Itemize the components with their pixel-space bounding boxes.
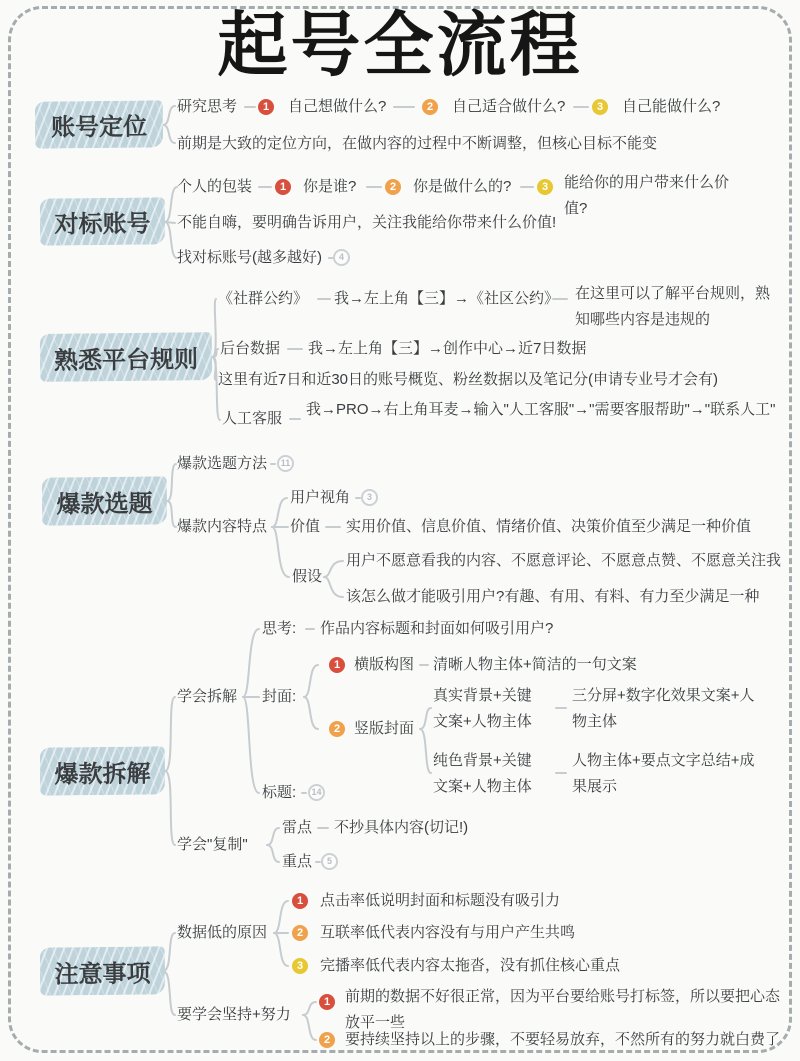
- badge-2-icon: 2: [319, 1032, 335, 1048]
- node-user-value: 能给你的用户带来什么价值?: [564, 174, 730, 217]
- badge-3-icon: 3: [292, 958, 308, 974]
- node-triple-screen: 三分屏+数字化效果文案+人物主体: [572, 687, 755, 730]
- page-title: 起号全流程: [217, 6, 583, 84]
- badge-1-icon: 1: [292, 893, 308, 909]
- node-personal-packaging: 个人的包装: [177, 178, 253, 195]
- node-benchmark-note: 不能自嗨，要明确告诉用户，关注我能给你带来什么价值!: [177, 214, 557, 231]
- node-research-thinking: 研究思考: [177, 98, 238, 115]
- section-label-hit-topics: 爆款选题: [42, 476, 167, 525]
- node-pitfall: 雷点: [282, 819, 313, 836]
- node-what-do-you-do: 你是做什么的?: [413, 178, 512, 195]
- node-human-support: 人工客服: [222, 410, 283, 427]
- node-early-data-note: 前期的数据不好很正常，因为平台要给账号打标签，所以要把心态放平一些: [345, 988, 781, 1031]
- badge-1-icon: 1: [275, 179, 291, 195]
- node-cover: 封面:: [262, 688, 297, 705]
- node-what-can-i-do: 自己能做什么?: [622, 98, 721, 115]
- node-topic-methods: 爆款选题方法: [177, 455, 268, 472]
- node-pitfall-text: 不抄具体内容(切记!): [334, 819, 469, 836]
- badge-3-icon: 3: [537, 179, 553, 195]
- node-community-pact: 《社群公约》: [218, 290, 309, 307]
- node-data-overview-note: 这里有近7日和近30日的账号概览、粉丝数据以及笔记分(申请专业号才会有): [218, 371, 719, 388]
- node-learn-breakdown: 学会拆解: [177, 688, 238, 705]
- node-hypothesis-line1: 用户不愿意看我的内容、不愿意评论、不愿意点赞、不愿意关注我: [346, 552, 782, 569]
- badge-2-icon: 2: [385, 179, 401, 195]
- badge-1-icon: 1: [329, 657, 345, 673]
- node-persist-effort: 要学会坚持+努力: [177, 1006, 291, 1023]
- node-think-text: 作品内容标题和封面如何吸引用户?: [320, 620, 554, 637]
- node-think: 思考:: [262, 620, 297, 637]
- node-user-perspective: 用户视角: [290, 489, 351, 506]
- badge-2-icon: 2: [329, 721, 345, 737]
- node-find-benchmarks: 找对标账号(越多越好): [177, 249, 322, 266]
- collapsed-count-badge: 5: [321, 853, 338, 870]
- node-title: 标题:: [262, 784, 297, 801]
- badge-2-icon: 2: [292, 925, 308, 941]
- node-community-pact-path: 我→左上角【三】→《社区公约》: [334, 290, 560, 307]
- node-solid-background: 纯色背景+关键文案+人物主体: [433, 752, 532, 795]
- collapsed-count-badge: 11: [277, 455, 294, 472]
- node-real-background: 真实背景+关键文案+人物主体: [433, 687, 532, 730]
- node-horizontal-layout: 横版构图: [354, 656, 415, 673]
- section-label-account-positioning: 账号定位: [35, 100, 163, 148]
- badge-1-icon: 1: [319, 994, 335, 1010]
- node-horizontal-layout-text: 清晰人物主体+简洁的一句文案: [433, 656, 637, 673]
- badge-2-icon: 2: [422, 99, 438, 115]
- node-keep-going-note: 要持续坚持以上的步骤，不要轻易放弃，不然所有的努力就白费了: [345, 1031, 781, 1048]
- badge-1-icon: 1: [258, 99, 274, 115]
- node-hit-content-traits: 爆款内容特点: [177, 518, 268, 535]
- node-hypothesis: 假设: [292, 568, 323, 585]
- node-community-pact-note: 在这里可以了解平台规则，熟知哪些内容是违规的: [575, 285, 771, 328]
- node-vertical-cover: 竖版封面: [354, 720, 415, 737]
- node-low-completion: 完播率低代表内容太拖沓，没有抓住核心重点: [320, 957, 621, 974]
- node-learn-copy: 学会"复制": [177, 836, 248, 853]
- node-positioning-note: 前期是大致的定位方向，在做内容的过程中不断调整，但核心目标不能变: [177, 135, 658, 152]
- node-what-suits-me: 自己适合做什么?: [452, 98, 566, 115]
- section-label-hit-breakdown: 爆款拆解: [40, 746, 165, 795]
- node-human-support-path: 我→PRO→右上角耳麦→输入"人工客服"→"需要客服帮助"→"联系人工": [306, 401, 776, 418]
- node-backend-data-path: 我→左上角【三】→创作中心→近7日数据: [308, 340, 587, 357]
- section-label-platform-rules: 熟悉平台规则: [40, 332, 212, 382]
- collapsed-count-badge: 14: [308, 784, 325, 801]
- section-label-benchmark-accounts: 对标账号: [40, 197, 165, 245]
- badge-3-icon: 3: [592, 99, 608, 115]
- section-label-notes: 注意事项: [40, 946, 165, 995]
- node-value: 价值: [290, 518, 321, 535]
- node-value-types: 实用价值、信息价值、情绪价值、决策价值至少满足一种价值: [346, 518, 752, 535]
- node-backend-data: 后台数据: [220, 340, 281, 357]
- node-low-data-reasons: 数据低的原因: [177, 924, 268, 941]
- node-key-point: 重点: [282, 853, 313, 870]
- node-subject-summary: 人物主体+要点文字总结+成果展示: [572, 752, 755, 795]
- node-low-ctr: 点击率低说明封面和标题没有吸引力: [320, 892, 561, 909]
- collapsed-count-badge: 4: [333, 249, 350, 266]
- collapsed-count-badge: 3: [361, 489, 378, 506]
- node-who-are-you: 你是谁?: [303, 178, 357, 195]
- node-what-want-to-do: 自己想做什么?: [288, 98, 387, 115]
- node-low-engagement: 互联率低代表内容没有与用户产生共鸣: [320, 924, 576, 941]
- node-hypothesis-line2: 该怎么做才能吸引用户?有趣、有用、有料、有力至少满足一种: [346, 588, 760, 605]
